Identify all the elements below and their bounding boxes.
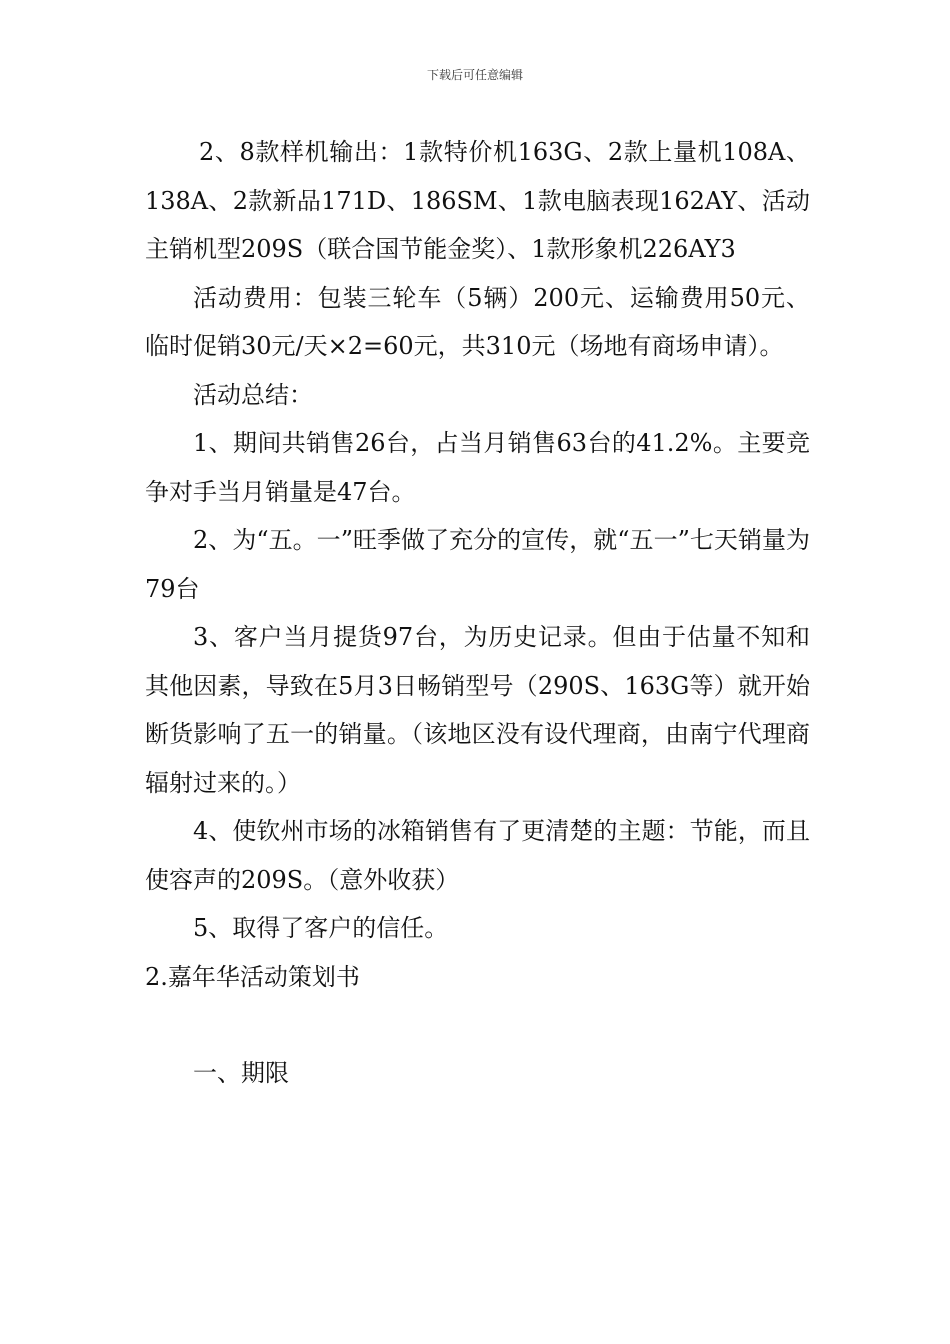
paragraph-activity-cost: 活动费用：包装三轮车（5辆）200元、运输费用50元、临时促销30元/天×2=60元，共310元（场地有商场申请）。 xyxy=(145,283,810,360)
paragraph-summary-4: 4、使钦州市场的冰箱销售有了更清楚的主题：节能，而且使容声的209S。（意外收获） xyxy=(145,817,810,894)
paragraph-sample-models: 2、8款样机输出：1款特价机163G、2款上量机108A、138A、2款新品171D、186SM、1款电脑表现162AY、活动主销机型209S（联合国节能金奖）、1款形象机226AY3 xyxy=(145,138,810,263)
paragraph-summary-3: 3、客户当月提货97台，为历史记录。但由于估量不知和其他因素，导致在5月3日畅销型号（290S、163G等）就开始断货影响了五一的销量。（该地区没有设代理商，由南宁代理商辐射过来的。） xyxy=(145,623,810,797)
paragraph-summary-2: 2、为“五。一”旺季做了充分的宣传，就“五一”七天销量为79台 xyxy=(145,526,810,603)
blank-line xyxy=(145,1001,810,1049)
paragraph-summary-1: 1、期间共销售26台，占当月销售63台的41.2%。主要竞争对手当月销量是47台。 xyxy=(145,429,810,506)
paragraph-summary-heading: 活动总结： xyxy=(193,380,313,409)
document-body xyxy=(145,128,810,1098)
section-title-carnival-plan: 2.嘉年华活动策划书 xyxy=(145,962,360,991)
page-header: 下载后可任意编辑 xyxy=(426,68,523,82)
paragraph-summary-5: 5、取得了客户的信任。 xyxy=(193,914,449,942)
section-heading-period: 一、期限 xyxy=(193,1059,289,1087)
